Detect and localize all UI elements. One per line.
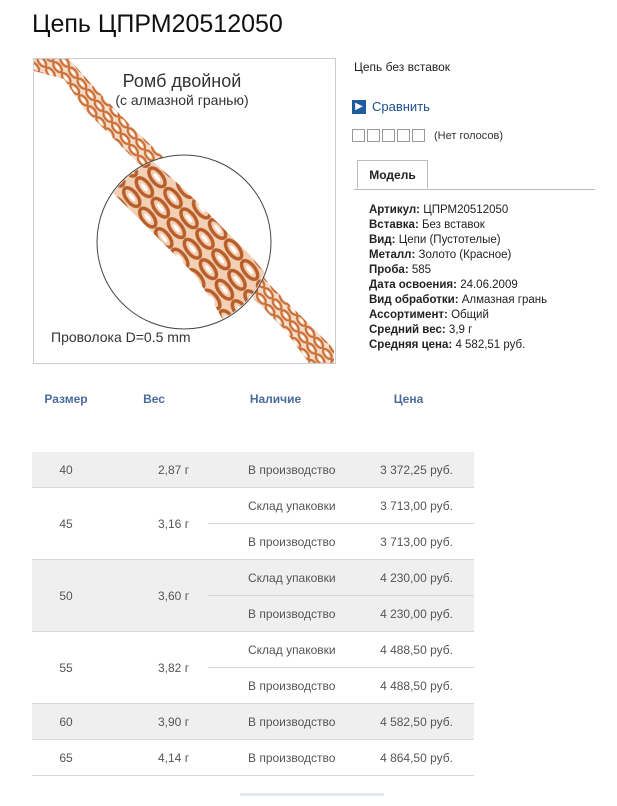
table-row[interactable] xyxy=(32,704,474,740)
rating-star-5[interactable] xyxy=(412,129,425,142)
availability-cell: В производство xyxy=(208,668,343,704)
price-cell: 3 713,00 руб. xyxy=(343,488,474,524)
availability-cell: Склад упаковки xyxy=(208,632,343,668)
image-heading: Ромб двойной xyxy=(122,71,242,91)
size-group-50 xyxy=(32,560,474,632)
spec-value: 4 582,51 руб. xyxy=(455,339,526,351)
spec-label: Ассортимент: xyxy=(369,309,448,321)
availability-cell: Склад упаковки xyxy=(208,560,343,596)
col-header-price: Цена xyxy=(393,392,424,406)
weight-cell: 3,82 г xyxy=(100,632,208,704)
tab-divider xyxy=(354,189,595,190)
size-cell: 40 xyxy=(32,452,100,488)
price-cell: 4 488,50 руб. xyxy=(343,632,474,668)
size-group-60 xyxy=(32,704,474,740)
spec-value: 3,9 г xyxy=(448,324,473,336)
chain-illustration xyxy=(34,59,335,363)
spec-value: Золото (Красное) xyxy=(418,249,512,261)
spec-row xyxy=(369,308,547,323)
price-cell: 4 230,00 руб. xyxy=(343,596,474,632)
weight-cell: 3,16 г xyxy=(100,488,208,560)
votes-count: (Нет голосов) xyxy=(434,129,504,142)
spec-row xyxy=(369,323,547,338)
rating-star-1[interactable] xyxy=(352,129,365,142)
price-cell: 3 372,25 руб. xyxy=(343,452,474,488)
sizes-table xyxy=(32,382,474,776)
image-caption: Проволока D=0.5 mm xyxy=(51,329,191,345)
size-group-40 xyxy=(32,452,474,488)
size-group-55 xyxy=(32,632,474,704)
availability-cell: В производство xyxy=(208,596,343,632)
spec-value: Цепи (Пустотелые) xyxy=(398,234,501,246)
availability-cell: В производство xyxy=(208,740,343,776)
spec-row xyxy=(369,218,547,233)
size-cell: 65 xyxy=(32,740,100,776)
spec-label: Средний вес: xyxy=(369,324,446,336)
spec-value: 24.06.2009 xyxy=(460,279,518,291)
price-cell: 4 488,50 руб. xyxy=(343,668,474,704)
product-image[interactable] xyxy=(33,58,336,364)
specs-list xyxy=(369,203,547,353)
availability-cell: В производство xyxy=(208,524,343,560)
rating-star-2[interactable] xyxy=(367,129,380,142)
spec-label: Вид обработки: xyxy=(369,294,459,306)
availability-cell: В производство xyxy=(208,704,343,740)
availability-cell: Склад упаковки xyxy=(208,488,343,524)
bottom-divider xyxy=(240,793,384,796)
spec-label: Вставка: xyxy=(369,219,419,231)
spec-label: Проба: xyxy=(369,264,409,276)
price-cell: 4 864,50 руб. xyxy=(343,740,474,776)
spec-row xyxy=(369,263,547,278)
size-cell: 60 xyxy=(32,704,100,740)
spec-label: Вид: xyxy=(369,234,396,246)
spec-value: Общий xyxy=(451,309,489,321)
weight-cell: 2,87 г xyxy=(100,452,208,488)
size-cell: 50 xyxy=(32,560,100,632)
rating xyxy=(352,129,503,142)
size-cell: 45 xyxy=(32,488,100,560)
size-group-65 xyxy=(32,740,474,776)
table-row[interactable] xyxy=(32,488,474,524)
rating-star-4[interactable] xyxy=(397,129,410,142)
spec-label: Металл: xyxy=(369,249,416,261)
size-group-45 xyxy=(32,488,474,560)
spec-row xyxy=(369,338,547,353)
table-row[interactable] xyxy=(32,452,474,488)
price-cell: 4 230,00 руб. xyxy=(343,560,474,596)
compare-label[interactable]: Сравнить xyxy=(372,99,430,114)
size-cell: 55 xyxy=(32,632,100,704)
spec-value: ЦПРМ20512050 xyxy=(423,204,509,216)
availability-cell: В производство xyxy=(208,452,343,488)
image-subheading: (с алмазной гранью) xyxy=(115,92,249,108)
table-row[interactable] xyxy=(32,632,474,668)
spec-row xyxy=(369,248,547,263)
spec-value: Без вставок xyxy=(421,219,485,231)
rating-star-3[interactable] xyxy=(382,129,395,142)
spec-row xyxy=(369,293,547,308)
weight-cell: 4,14 г xyxy=(100,740,208,776)
arrow-right-icon: ▶ xyxy=(352,100,366,114)
spec-value: 585 xyxy=(411,264,432,276)
table-row[interactable] xyxy=(32,740,474,776)
weight-cell: 3,90 г xyxy=(100,704,208,740)
table-header-row xyxy=(32,382,474,416)
spec-label: Дата освоения: xyxy=(369,279,457,291)
page-title: Цепь ЦПРМ20512050 xyxy=(32,10,283,38)
col-header-availability: Наличие xyxy=(249,392,302,406)
compare-link[interactable] xyxy=(352,99,430,114)
spec-row xyxy=(369,278,547,293)
spec-row xyxy=(369,203,547,218)
short-description: Цепь без вставок xyxy=(354,60,451,74)
price-cell: 3 713,00 руб. xyxy=(343,524,474,560)
tab-model[interactable]: Модель xyxy=(357,160,428,189)
col-header-size: Размер xyxy=(44,392,88,406)
spec-row xyxy=(369,233,547,248)
spec-label: Артикул: xyxy=(369,204,421,216)
weight-cell: 3,60 г xyxy=(100,560,208,632)
col-header-weight: Вес xyxy=(143,392,165,406)
table-row[interactable] xyxy=(32,560,474,596)
spec-value: Алмазная грань xyxy=(461,294,548,306)
spec-label: Средняя цена: xyxy=(369,339,453,351)
price-cell: 4 582,50 руб. xyxy=(343,704,474,740)
